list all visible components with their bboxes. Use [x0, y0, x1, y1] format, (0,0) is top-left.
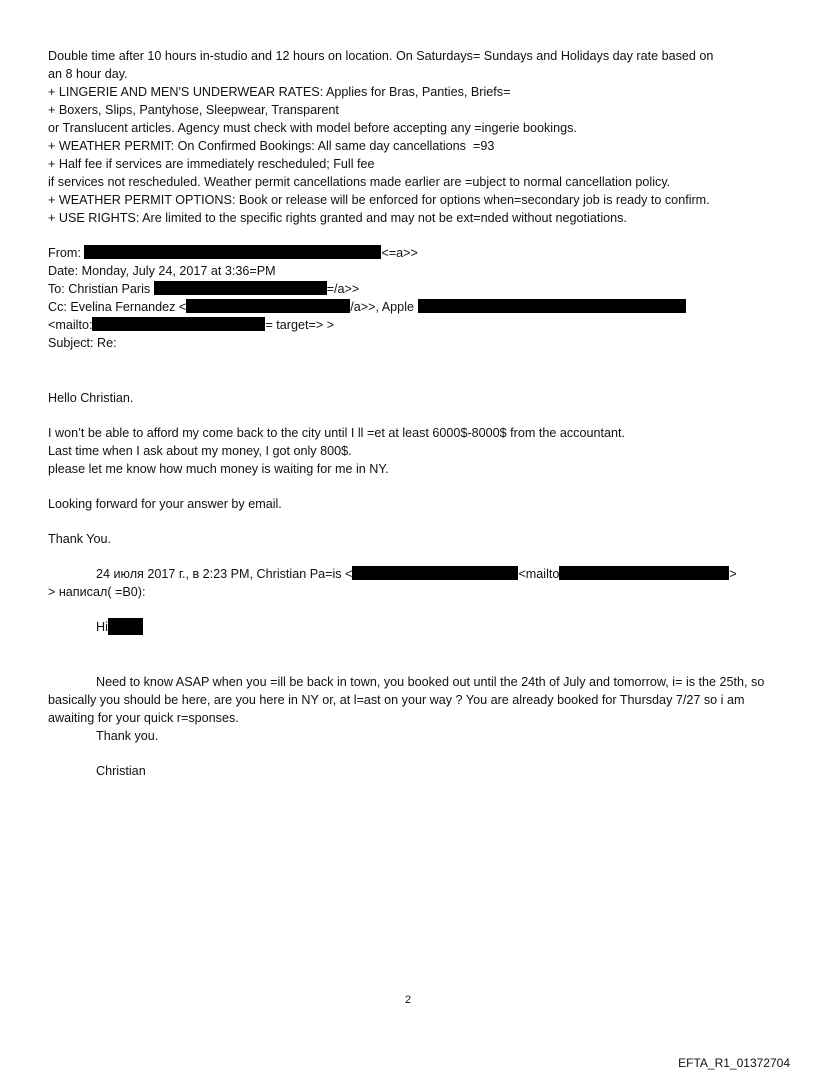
to-label: To: Christian Paris: [48, 282, 154, 296]
mailto-line: [48, 316, 778, 334]
rates-block: [48, 47, 778, 227]
quoted-body: Need to know ASAP when you =ill be back in town, you booked out until the 24th of July and tomorrow, i= is the 25th, so basically you should be here, are you here in NY or, at l=ast on your way ? You are already booked for Thursday 7/27 so i am awaiting for your quick r=sponses.: [48, 675, 765, 725]
reply-line: Last time when I ask about my money, I got only 800$.: [48, 444, 352, 458]
date-line: Date: Monday, July 24, 2017 at 3:36=PM: [48, 264, 276, 278]
quoted-intro-text: 24 июля 2017 г., в 2:23 PM, Christian Pa=is <: [96, 567, 353, 581]
bates-number: EFTA_R1_01372704: [678, 1056, 790, 1070]
rates-line: Double time after 10 hours in-studio and 12 hours on location. On Saturdays= Sundays and Holidays day rate based on: [48, 49, 714, 63]
from-label: From:: [48, 246, 85, 260]
redaction-box: [84, 245, 381, 259]
redaction-box: [352, 566, 518, 580]
redaction-box: [559, 566, 729, 580]
rates-line: + LINGERIE AND MEN'S UNDERWEAR RATES: Applies for Bras, Panties, Briefs=: [48, 85, 511, 99]
hi-text: Hi: [96, 620, 108, 634]
quoted-wrote: > написал( =B0):: [48, 585, 146, 599]
quoted-intro: [48, 565, 778, 583]
page-number: 2: [404, 994, 412, 1006]
redaction-box: [418, 299, 686, 313]
reply-line: I won’t be able to afford my come back to the city until I ll =et at least 6000$-8000$ from the accountant.: [48, 426, 625, 440]
from-suffix: <=a>>: [381, 246, 418, 260]
rates-line: + WEATHER PERMIT: On Confirmed Bookings: All same day cancellations =93: [48, 139, 495, 153]
closing: Looking forward for your answer by email.: [48, 497, 282, 511]
reply-line: please let me know how much money is waiting for me in NY.: [48, 462, 389, 476]
reply-body: [48, 389, 778, 548]
quoted-signature: Christian: [96, 764, 146, 778]
redaction-box: [108, 618, 143, 635]
cc-mid: /a>>, Apple: [350, 300, 418, 314]
rates-line: + WEATHER PERMIT OPTIONS: Book or release will be enforced for options when=secondary job is ready to confirm.: [48, 193, 710, 207]
rates-line: + USE RIGHTS: Are limited to the specific rights granted and may not be ext=nded without negotiations.: [48, 211, 627, 225]
redaction-box: [92, 317, 265, 331]
mailto-suffix: = target=> >: [265, 318, 335, 332]
rates-line: an 8 hour day.: [48, 67, 128, 81]
document-body: [48, 47, 778, 780]
cc-line: [48, 298, 778, 316]
greeting: Hello Christian.: [48, 391, 134, 405]
rates-line: if services not rescheduled. Weather permit cancellations made earlier are =ubject to normal cancellation policy.: [48, 175, 671, 189]
quoted-message: [48, 565, 778, 780]
rates-line: + Boxers, Slips, Pantyhose, Sleepwear, Transparent: [48, 103, 339, 117]
quoted-intro-end: >: [729, 567, 737, 581]
thanks: Thank You.: [48, 532, 112, 546]
to-line: [48, 280, 778, 298]
subject-line: Subject: Re:: [48, 336, 117, 350]
email-header: [48, 244, 778, 352]
quoted-thanks: Thank you.: [96, 729, 159, 743]
redaction-box: [186, 299, 350, 313]
to-suffix: =/a>>: [326, 282, 360, 296]
redaction-box: [154, 281, 327, 295]
mailto-label: <mailto:: [48, 318, 93, 332]
rates-line: + Half fee if services are immediately rescheduled; Full fee: [48, 157, 375, 171]
rates-line: or Translucent articles. Agency must check with model before accepting any =ingerie bookings.: [48, 121, 577, 135]
quoted-hi: [48, 618, 778, 636]
cc-label: Cc: Evelina Fernandez <: [48, 300, 187, 314]
quoted-mailto: <mailto: [518, 567, 560, 581]
from-line: [48, 244, 778, 262]
